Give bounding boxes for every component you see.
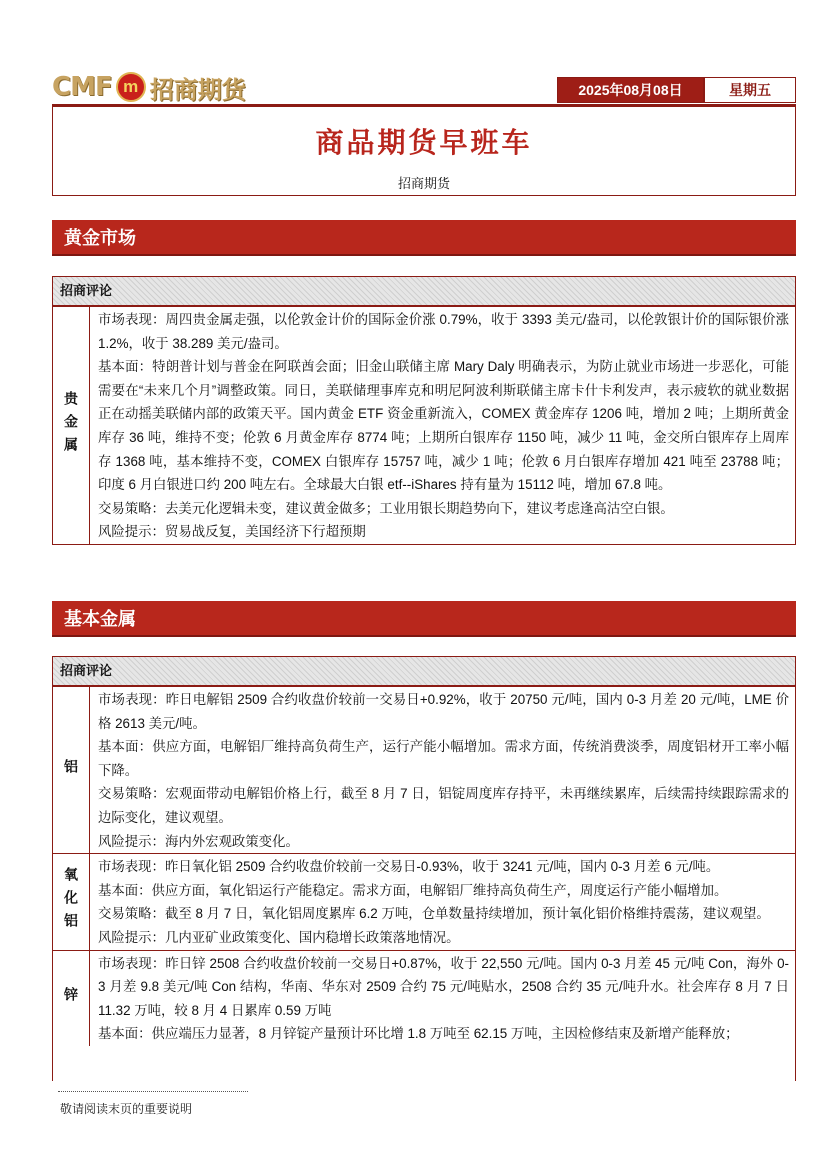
logo-badge-icon: m — [116, 72, 146, 102]
base-metals-commentary-table — [52, 656, 796, 1081]
fundamentals-text: 基本面：供应方面，电解铝厂维持高负荷生产，运行产能小幅增加。需求方面，传统消费淡季，周度铝材开工率小幅下降。 — [98, 739, 789, 778]
trading-strategy-text: 交易策略：去美元化逻辑未变，建议黄金做多；工业用银长期趋势向下，建议考虑逢高沽空白银。 — [98, 500, 674, 516]
page-subtitle: 招商期货 — [397, 176, 450, 191]
risk-warning-text: 风险提示：几内亚矿业政策变化、国内稳增长政策落地情况。 — [98, 929, 460, 945]
row-label-cell — [53, 854, 90, 949]
commentary-header: 招商评论 — [53, 277, 795, 306]
row-label: 氧化铝 — [63, 867, 79, 937]
footer-disclaimer-note: 敬请阅读末页的重要说明 — [60, 1102, 193, 1116]
row-label: 锌 — [63, 986, 79, 1010]
table-row-alumina — [53, 853, 795, 949]
market-performance-text: 市场表现：昨日氧化铝 2509 合约收盘价较前一交易日-0.93%，收于 3241 元/吨，国内 0-3 月差 6 元/吨。 — [98, 859, 720, 875]
market-performance-text: 市场表现：周四贵金属走强，以伦敦金计价的国际金价涨 0.79%，收于 3393 美元/盎司，以伦敦银计价的国际银价涨 1.2%，收于 38.289 美元/盎司。 — [98, 312, 789, 351]
market-performance-text: 市场表现：昨日电解铝 2509 合约收盘价较前一交易日+0.92%，收于 20750 元/吨，国内 0-3 月差 20 元/吨，LME 价格 2613 美元/吨。 — [98, 692, 789, 731]
logo-latin: CMF — [52, 72, 112, 102]
row-body — [90, 687, 795, 853]
table-row-precious-metals — [53, 306, 795, 544]
market-performance-text: 市场表现：昨日锌 2508 合约收盘价较前一交易日+0.87%，收于 22,550 元/吨。国内 0-3 月差 45 元/吨 Con，海外 0-3 月差 9.8 美元/吨 Con 结构，华南、华东对 2509 合约 75 元/吨贴水，2508 合约 35 元/吨升水。社会库存 8 月 7 日 11.32 万吨，较 8 月 4 日累库 0.59 万吨 — [98, 955, 789, 1018]
row-body — [90, 854, 795, 949]
report-date: 2025年08月08日 — [558, 78, 703, 102]
company-logo — [52, 70, 246, 104]
row-label: 贵金属 — [63, 390, 79, 460]
row-body — [90, 307, 795, 544]
report-weekday: 星期五 — [703, 78, 795, 102]
row-body — [90, 951, 795, 1046]
table-row-zinc — [53, 950, 795, 1046]
trading-strategy-text: 交易策略：截至 8 月 7 日，氧化铝周度累库 6.2 万吨，仓单数量持续增加，预计氧化铝价格维持震荡，建议观望。 — [98, 906, 770, 922]
date-box — [557, 77, 796, 103]
row-label-cell — [53, 307, 90, 544]
row-label-cell — [53, 951, 90, 1046]
risk-warning-text: 风险提示：贸易战反复，美国经济下行超预期 — [98, 524, 366, 540]
commentary-header: 招商评论 — [53, 657, 795, 686]
fundamentals-text: 基本面：供应方面，氧化铝运行产能稳定。需求方面，电解铝厂维持高负荷生产，周度运行产能小幅增加。 — [98, 882, 728, 898]
section-title-gold: 黄金市场 — [52, 220, 796, 254]
gold-commentary-table — [52, 276, 796, 545]
logo-chinese-name: 招商期货 — [149, 74, 246, 104]
fundamentals-text: 基本面：特朗普计划与普金在阿联酋会面；旧金山联储主席 Mary Daly 明确表示，为防止就业市场进一步恶化，可能需要在“未来几个月”调整政策。同日，美联储理事库克和明尼阿波利斯联储主席卡什卡利发声，表示疲软的就业数据正在动摇美联储内部的政策天平。国内黄金 ETF 资金重新流入，COMEX 黄金库存 1206 吨，增加 2 吨；上期所黄金库存 36 吨，维持不变；伦敦 6 月黄金库存 8774 吨；上期所白银库存 1150 吨，减少 11 吨，金交所白银库存上周库存 1368 吨，基本维持不变，COMEX 白银库存 15757 吨，减少 1 吨；伦敦 6 月白银库存增加 421 吨至 23788 吨；印度 6 月白银进口约 200 吨左右。全球最大白银 etf--iShares 持有量为 15112 吨，增加 67.8 吨。 — [98, 359, 789, 493]
row-label-cell — [53, 687, 90, 853]
table-row-aluminum — [53, 686, 795, 853]
footer-divider — [58, 1091, 248, 1092]
title-box — [52, 104, 796, 196]
row-label: 铝 — [63, 758, 79, 782]
section-title-base-metals: 基本金属 — [52, 601, 796, 635]
trading-strategy-text: 交易策略：宏观面带动电解铝价格上行，截至 8 月 7 日，铝锭周度库存持平，未再继续累库，后续需持续跟踪需求的边际变化，建议观望。 — [98, 786, 789, 825]
risk-warning-text: 风险提示：海内外宏观政策变化。 — [98, 833, 299, 849]
page-title: 商品期货早班车 — [315, 126, 533, 159]
fundamentals-text: 基本面：供应端压力显著，8 月锌锭产量预计环比增 1.8 万吨至 62.15 万吨，主因检修结束及新增产能释放； — [98, 1026, 739, 1042]
